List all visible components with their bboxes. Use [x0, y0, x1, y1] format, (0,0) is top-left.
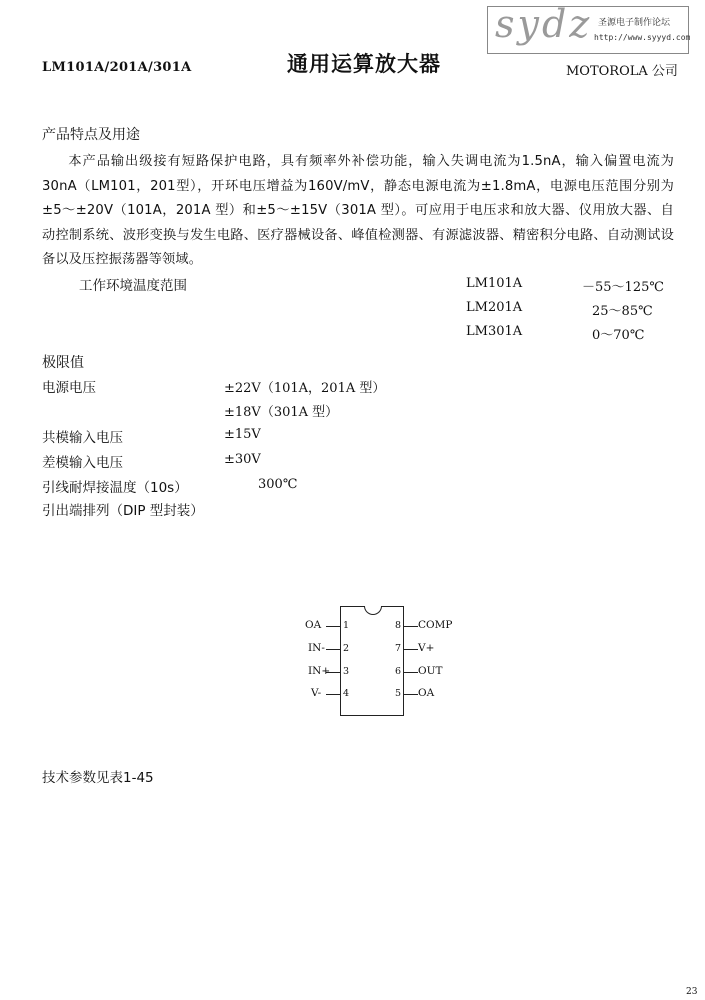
- common-mode-label: 共模输入电压: [42, 430, 123, 446]
- watermark-logo: sydz: [495, 2, 593, 46]
- solder-temp-label: 引线耐焊接温度（10s）: [42, 480, 188, 496]
- solder-temp-value: 300℃: [258, 477, 298, 492]
- diff-mode-value: ±30V: [224, 452, 261, 467]
- diff-mode-label: 差模输入电压: [42, 455, 123, 471]
- temp-range-2: 25～85℃: [592, 304, 653, 319]
- temp-range-3: 0～70℃: [592, 328, 645, 343]
- watermark-site-name: 圣源电子制作论坛: [598, 18, 671, 28]
- pin-7-lead: [404, 649, 418, 650]
- pin-1-number: 1: [343, 620, 350, 631]
- technical-params-note: 技术参数见表1-45: [42, 770, 154, 786]
- dip-notch: [364, 606, 382, 615]
- pin-8-lead: [404, 626, 418, 627]
- supply-voltage-value-1: ±22V（101A，201A 型）: [224, 381, 386, 396]
- temp-model-1: LM101A: [466, 276, 523, 291]
- pin-6-label: OUT: [418, 665, 443, 677]
- pin-2-label: IN-: [308, 642, 325, 654]
- temp-model-3: LM301A: [466, 324, 523, 339]
- pin-8-label: COMP: [418, 619, 453, 631]
- limits-heading: 极限值: [42, 355, 84, 371]
- temperature-label: 工作环境温度范围: [79, 278, 187, 294]
- pinout-label: 引出端排列（DIP 型封装）: [42, 503, 204, 519]
- supply-voltage-value-2: ±18V（301A 型）: [224, 405, 339, 420]
- watermark-url: http://www.syyyd.com: [594, 33, 691, 42]
- model-number: LM101A/201A/301A: [42, 60, 192, 75]
- page-title: 通用运算放大器: [287, 52, 441, 76]
- pin-5-label: OA: [418, 687, 435, 699]
- pin-2-number: 2: [343, 643, 350, 654]
- pin-5-number: 5: [395, 688, 402, 699]
- pin-7-label: V+: [418, 642, 435, 654]
- pin-5-lead: [404, 694, 418, 695]
- pin-4-number: 4: [343, 688, 350, 699]
- temp-range-1: －55～125℃: [582, 280, 664, 295]
- pin-1-lead: [326, 626, 340, 627]
- pin-1-label: OA: [305, 619, 322, 631]
- supply-voltage-label: 电源电压: [42, 380, 96, 396]
- company-name: MOTOROLA 公司: [566, 64, 678, 79]
- pin-2-lead: [326, 649, 340, 650]
- temp-model-2: LM201A: [466, 300, 523, 315]
- pin-7-number: 7: [395, 643, 402, 654]
- page-number: 23: [686, 987, 698, 997]
- pin-4-lead: [326, 694, 340, 695]
- pin-6-lead: [404, 672, 418, 673]
- pin-6-number: 6: [395, 666, 402, 677]
- features-paragraph: [42, 150, 674, 273]
- pin-8-number: 8: [395, 620, 402, 631]
- features-text: 本产品输出级接有短路保护电路，具有频率外补偿功能，输入失调电流为1.5nA，输入偏置电流为30nA（LM101，201型），开环电压增益为160V/mV，静态电源电流为±1.8mA，电源电压范围分别为±5～±20V（101A，201A 型）和±5～±15V（301A 型）。可应用于电压求和放大器、仪用放大器、自动控制系统、波形变换与发生电路、医疗器械设备、峰值检测器、有源滤波器、精密积分电路、自动测试设备以及压控振荡器等领域。: [42, 154, 674, 267]
- features-heading: 产品特点及用途: [42, 127, 140, 143]
- common-mode-value: ±15V: [224, 427, 261, 442]
- pin-4-label: V-: [311, 687, 322, 699]
- pin-3-label: IN+: [308, 665, 331, 677]
- pin-3-number: 3: [343, 666, 350, 677]
